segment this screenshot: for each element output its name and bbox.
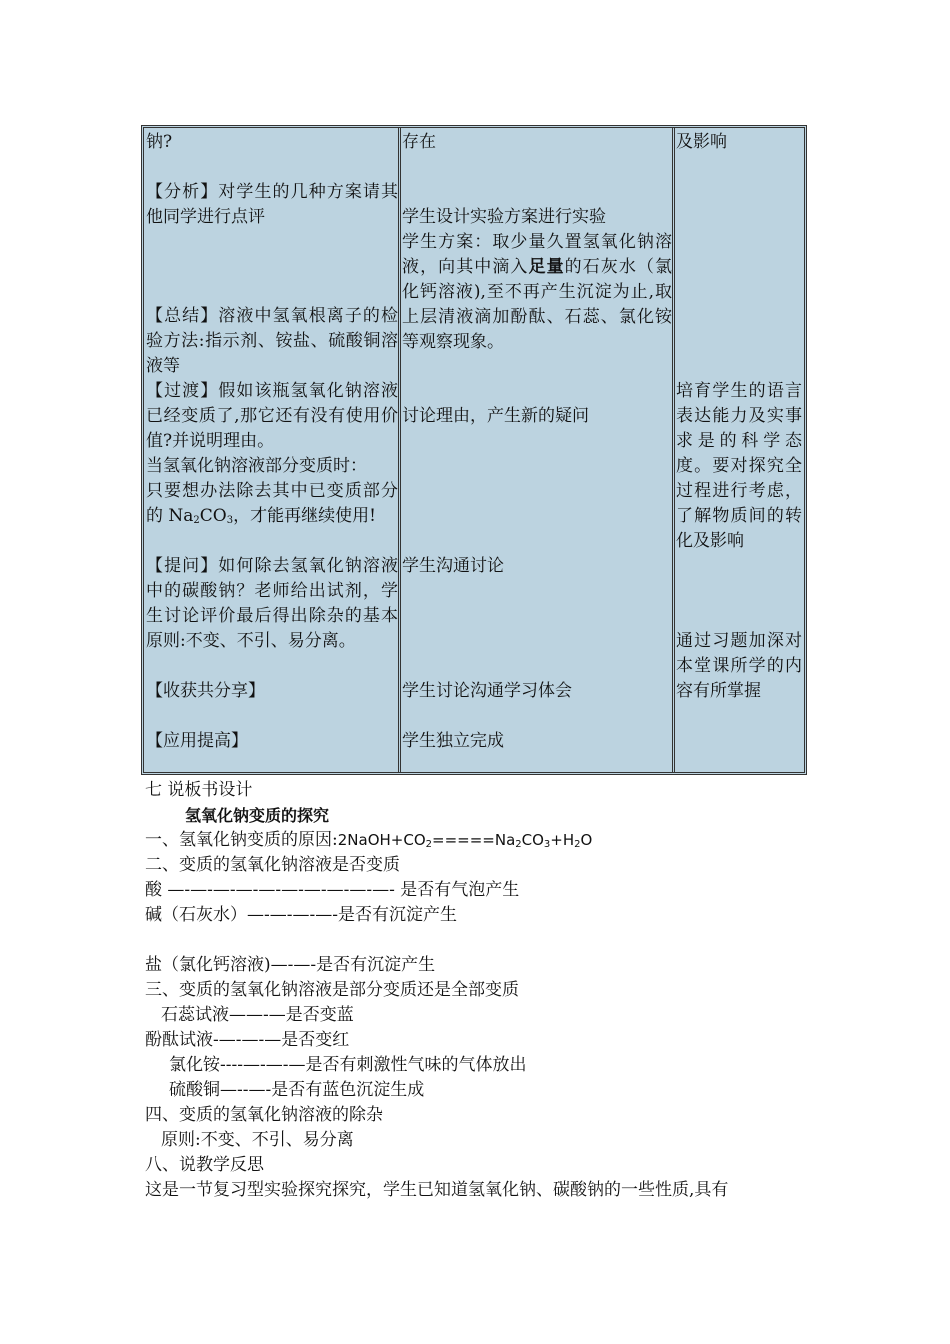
reflection-text: 这是一节复习型实验探究探究，学生已知道氢氧化钠、碳酸钠的一些性质,具有: [145, 1180, 729, 1200]
formula-part: CO: [521, 831, 544, 849]
subscript: 2: [515, 839, 522, 850]
board-line: 酚酞试液-—-—-—是否变红: [145, 1030, 350, 1050]
table-text: 学生设计实验方案进行实验: [402, 207, 606, 227]
table-text: 【过渡】假如该瓶氢氧化钠溶液已经变质了,那它还有没有使用价值?并说明理由。: [146, 381, 398, 451]
table-text-part: CO: [199, 506, 227, 526]
board-line: 原则:不变、不引、易分离: [161, 1130, 354, 1150]
board-line: 二、变质的氢氧化钠溶液是否变质: [145, 855, 400, 875]
table-text-part: ，才能再继续使用!: [233, 506, 376, 526]
table-text: 讨论理由，产生新的疑问: [402, 406, 589, 426]
table-text: 钠?: [146, 132, 173, 152]
board-design-section: [145, 778, 815, 1203]
section-heading: 七 说板书设计: [145, 780, 253, 800]
subscript: 3: [543, 839, 551, 850]
board-line-part: 一、氢氧化钠变质的原因:: [145, 830, 338, 850]
table-text: 【总结】溶液中氢氧根离子的检验方法:指示剂、铵盐、硫酸铜溶液等: [146, 306, 398, 376]
formula-part: +H: [550, 831, 575, 849]
student-activity-column: [400, 128, 674, 772]
table-text: 当氢氧化钠溶液部分变质时：: [146, 456, 367, 476]
board-line: [145, 828, 815, 853]
table-text: 通过习题加深对本堂课所学的内容有所掌握: [676, 631, 802, 701]
formula-part: O: [580, 831, 593, 849]
table-text: 学生独立完成: [402, 731, 504, 751]
subscript: 2: [193, 515, 200, 526]
table-text: 存在: [402, 132, 436, 152]
table-text: 【应用提高】: [146, 731, 248, 751]
table-text: 及影响: [676, 132, 727, 152]
table-text: [146, 479, 398, 529]
blank-line: [145, 928, 815, 953]
teacher-activity-column: [144, 128, 400, 772]
board-line: 碱（石灰水）—-—-—-—-是否有沉淀产生: [145, 905, 457, 925]
table-text: 【提问】如何除去氢氧化钠溶液中的碳酸钠？老师给出试剂，学生讨论评价最后得出除杂的基本原则:不变、不引、易分离。: [146, 556, 398, 651]
board-line: 三、变质的氢氧化钠溶液是部分变质还是全部变质: [145, 980, 519, 1000]
emphasis-text: 足量: [528, 257, 565, 277]
board-line: 四、变质的氢氧化钠溶液的除杂: [145, 1105, 383, 1125]
subscript: 3: [226, 515, 234, 526]
table-text: 【分析】对学生的几种方案请其他同学进行点评: [146, 182, 398, 227]
table-text: [402, 230, 672, 355]
table-text-part: 只要想办法除去其中已变质部分的 Na: [146, 481, 398, 526]
board-line: 氯化铵----—-—-—是否有刺激性气味的气体放出: [169, 1055, 527, 1075]
subscript: 2: [425, 839, 432, 850]
subscript: 2: [574, 839, 581, 850]
table-text-part: 的石灰水（氯化钙溶液),至不再产生沉淀为止,取上层清液滴加酚酞、石蕊、氯化铵等观察现象。: [402, 257, 673, 352]
board-title: 氢氧化钠变质的探究: [185, 806, 330, 825]
chemical-equation: [338, 831, 593, 849]
section-heading: 八、说教学反思: [145, 1155, 264, 1175]
formula-part: =====Na: [432, 831, 516, 849]
board-line: 硫酸铜—--—-是否有蓝色沉淀生成: [169, 1080, 425, 1100]
board-line: 石蕊试液——-—是否变蓝: [161, 1005, 354, 1025]
table-text: 【收获共分享】: [146, 681, 265, 701]
design-intent-column: [674, 128, 804, 772]
table-text: 学生讨论沟通学习体会: [402, 681, 572, 701]
table-text: 学生沟通讨论: [402, 556, 504, 576]
lesson-table: [141, 125, 807, 775]
table-text-part: 学生方案：取少量久置氢氧化钠溶液，向其中滴入: [402, 232, 672, 277]
board-line: 盐（氯化钙溶液)—-—-是否有沉淀产生: [145, 955, 436, 975]
table-text: 培育学生的语言表达能力及实事求是的科学态度。要对探究全过程进行考虑，了解物质间的转化及影响: [676, 381, 802, 551]
board-line: 酸 —-—-—-—-—-—-—-—-—-—- 是否有气泡产生: [145, 880, 520, 900]
formula-part: 2NaOH+CO: [337, 831, 426, 849]
